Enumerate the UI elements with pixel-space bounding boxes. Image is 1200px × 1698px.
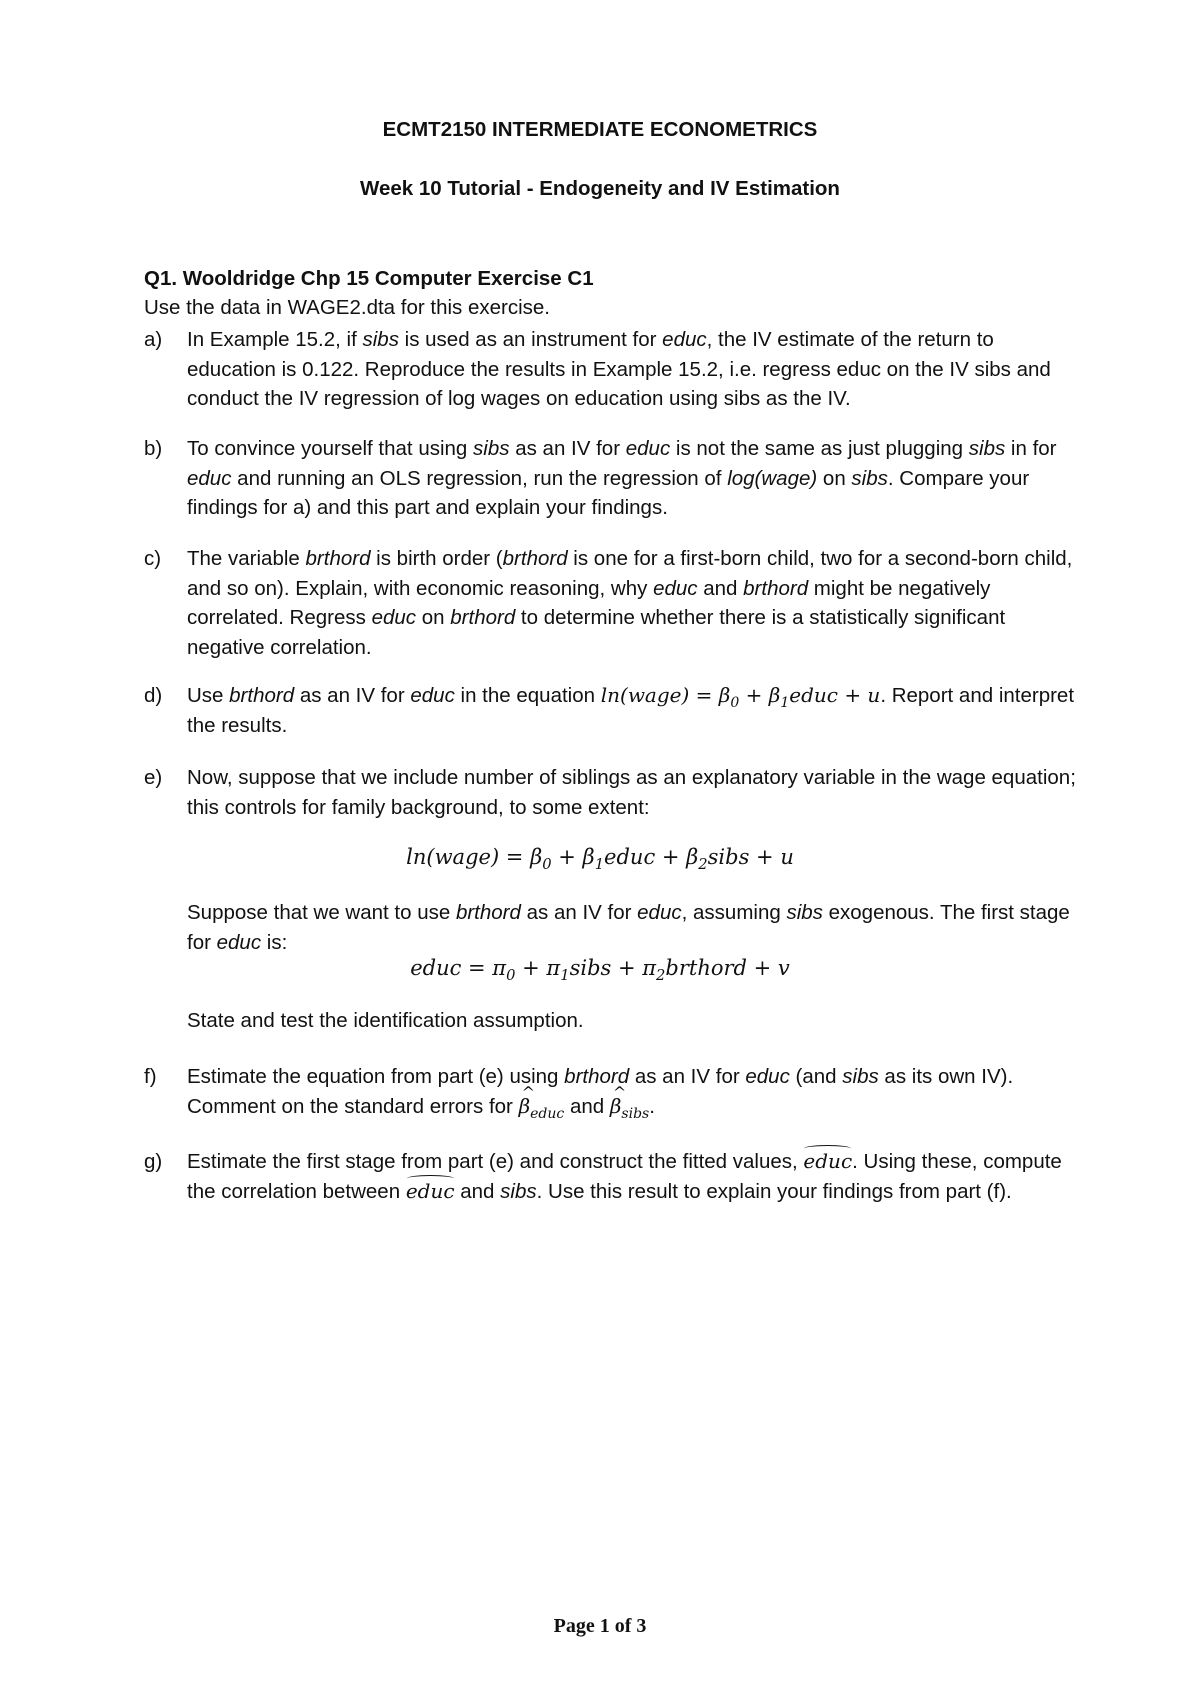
part-a [144,325,1084,414]
part-d [144,681,1084,740]
part-f [144,1062,1084,1121]
part-e-instrument-text: Suppose that we want to use brthord as an IV for educ, assuming sibs exogenous. The first stage for educ is: [187,901,1070,954]
educ-fitted-hat: educ [803,1147,852,1177]
part-g-label: g) [144,1150,163,1173]
part-a-text: In Example 15.2, if sibs is used as an instrument for educ, the IV estimate of the return to education is 0.122. Reproduce the results in Example 15.2, i.e. regress educ on the IV sibs and conduct the IV regression of log wages on education using sibs as the IV. [187,328,1051,410]
part-b-label: b) [144,437,163,460]
first-stage-equation: educ = $\pi_0$ + $\pi_1sibs$ + $\pi_2brthord + v$ [410,956,790,985]
part-g-text: Estimate the first stage from part (e) and construct the fitted values, educ. Using these, compute the correlation between educ and sibs. Use this result to explain your findings from part (f). [187,1147,1084,1206]
part-b [144,434,1084,523]
part-c-label: c) [144,547,162,570]
educ-fitted-hat-2: educ [406,1177,455,1207]
question-heading: Q1. Wooldridge Chp 15 Computer Exercise C1 [144,267,594,290]
page-number: Page 1 of 3 [553,1615,647,1637]
part-e-identification: State and test the identification assumption. [187,1009,584,1032]
wage-equation-inline: ln(wage) = $\beta_0$ + $\beta_1educ + u$ [600,683,881,711]
part-c-text: The variable brthord is birth order (brthord is one for a first-born child, two for a second-born child, and so on). Explain, with economic reasoning, why educ and brthord might be negatively correlated. Regress educ on brthord to determine whether there is a statistically significant negative correlation. [187,547,1073,659]
part-e [144,763,1084,822]
course-title: ECMT2150 INTERMEDIATE ECONOMETRICS [382,118,818,141]
part-e-text: Now, suppose that we include number of siblings as an explanatory variable in the wage equation; this controls for family background, to some extent: [187,766,1076,819]
part-f-text: Estimate the equation from part (e) using brthord as an IV for educ (and sibs as its own IV). Comment on the standard errors for ^ $\beta_{educ}$ and ^ $\beta_{sibs}$. [187,1062,1084,1121]
part-f-label: f) [144,1065,157,1088]
beta-sibs-hat: ^ $\beta_{sibs}$ [610,1094,649,1118]
part-d-text: Use brthord as an IV for educ in the equation ln(wage) = $\beta_0$ + $\beta_1educ + u$. Report and interpret the results. [187,683,1075,737]
wage-equation-display: ln(wage) = $\beta_0$ + $\beta_1educ$ + $\beta_2sibs + u$ [406,845,794,874]
part-e-label: e) [144,766,163,789]
part-c [144,544,1084,662]
question-intro: Use the data in WAGE2.dta for this exercise. [144,296,551,319]
part-a-label: a) [144,328,163,351]
part-g [144,1147,1084,1206]
part-b-text: To convince yourself that using sibs as an IV for educ is not the same as just plugging sibs in for educ and running an OLS regression, run the regression of log(wage) on sibs. Compare your findings for a) and this part and explain your findings. [187,437,1057,519]
beta-educ-hat: ^ $\beta_{educ}$ [519,1094,565,1118]
part-d-label: d) [144,684,163,707]
tutorial-subtitle: Week 10 Tutorial - Endogeneity and IV Estimation [360,177,840,200]
